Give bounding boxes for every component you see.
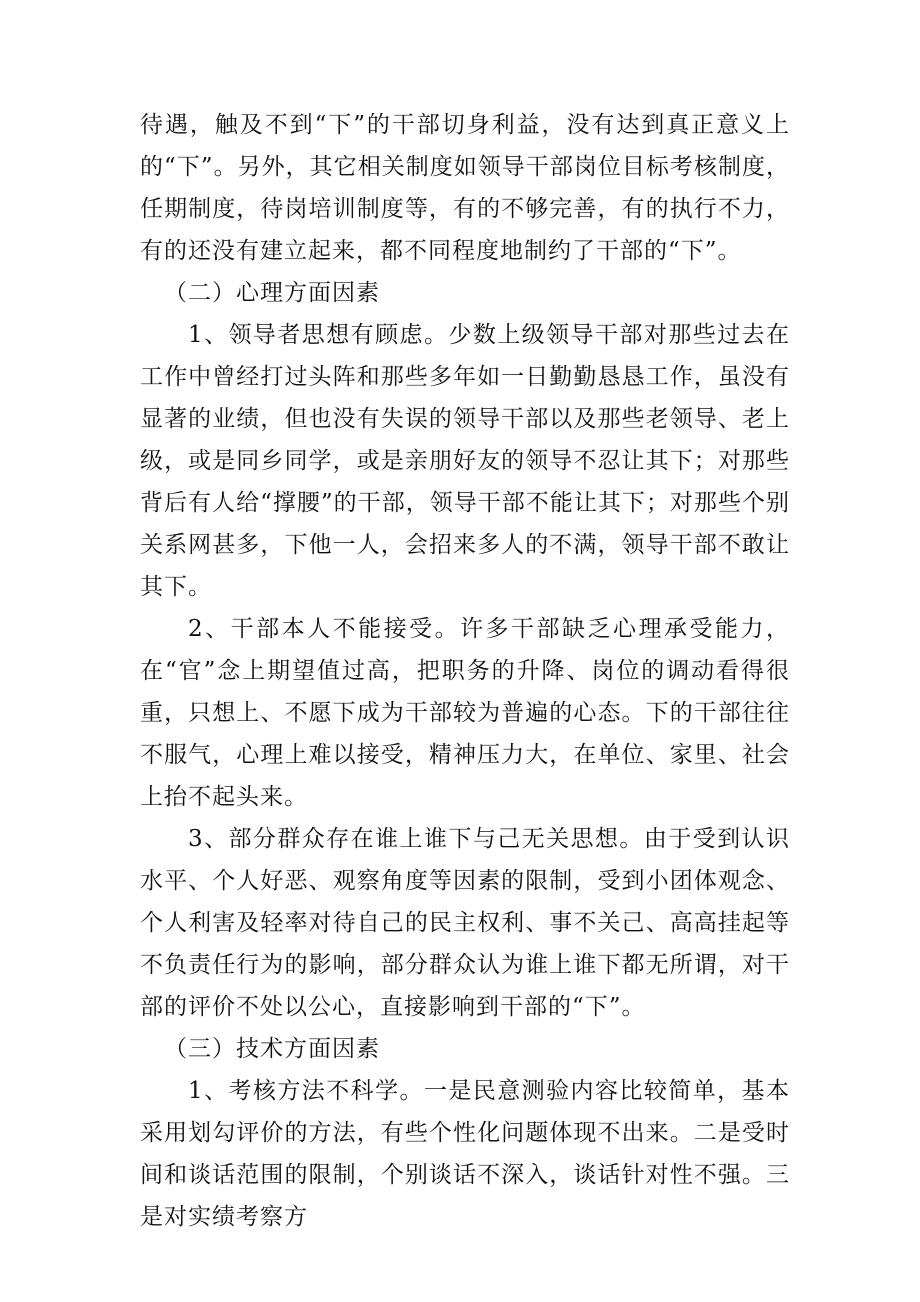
paragraph-leader-concerns: 1、领导者思想有顾虑。少数上级领导干部对那些过去在工作中曾经打过头阵和那些多年如一日勤勤恳恳工作，虽没有显著的业绩，但也没有失误的领导干部以及那些老领导、老上级，或是同乡同学，或是亲朋好友的领导不忍让其下；对那些背后有人给“撑腰”的干部，领导干部不能让其下；对那些个别关系网甚多，下他一人，会招来多人的不满，领导干部不敢让其下。 [140, 322, 790, 600]
paragraph-public-attitude: 3、部分群众存在谁上谁下与己无关思想。由于受到认识水平、个人好恶、观察角度等因素的限制，受到小团体观念、个人利害及轻率对待自己的民主权利、事不关己、高高挂起等不负责任行为的影响，部分群众认为谁上谁下都无所谓，对干部的评价不处以公心，直接影响到干部的“下”。 [140, 826, 790, 1020]
section-heading-psychological-factors: （二）心理方面因素 [164, 280, 380, 306]
paragraph-assessment-methods: 1、考核方法不科学。一是民意测验内容比较简单，基本采用划勾评价的方法，有些个性化问题体现不出来。二是受时间和谈话范围的限制，个别谈话不深入，谈话针对性不强。三是对实绩考察方 [140, 1078, 790, 1230]
document-body [140, 104, 790, 1238]
paragraph-cadre-acceptance: 2、干部本人不能接受。许多干部缺乏心理承受能力，在“官”念上期望值过高，把职务的升降、岗位的调动看得很重，只想上、不愿下成为干部较为普遍的心态。下的干部往往不服气，心理上难以接受，精神压力大，在单位、家里、社会上抬不起头来。 [140, 616, 790, 810]
paragraph-continuation: 待遇，触及不到“下”的干部切身利益，没有达到真正意义上的“下”。另外，其它相关制度如领导干部岗位目标考核制度，任期制度，待岗培训制度等，有的不够完善，有的执行不力，有的还没有建立起来，都不同程度地制约了干部的“下”。 [140, 112, 790, 264]
section-heading-technical-factors: （三）技术方面因素 [164, 1036, 380, 1062]
